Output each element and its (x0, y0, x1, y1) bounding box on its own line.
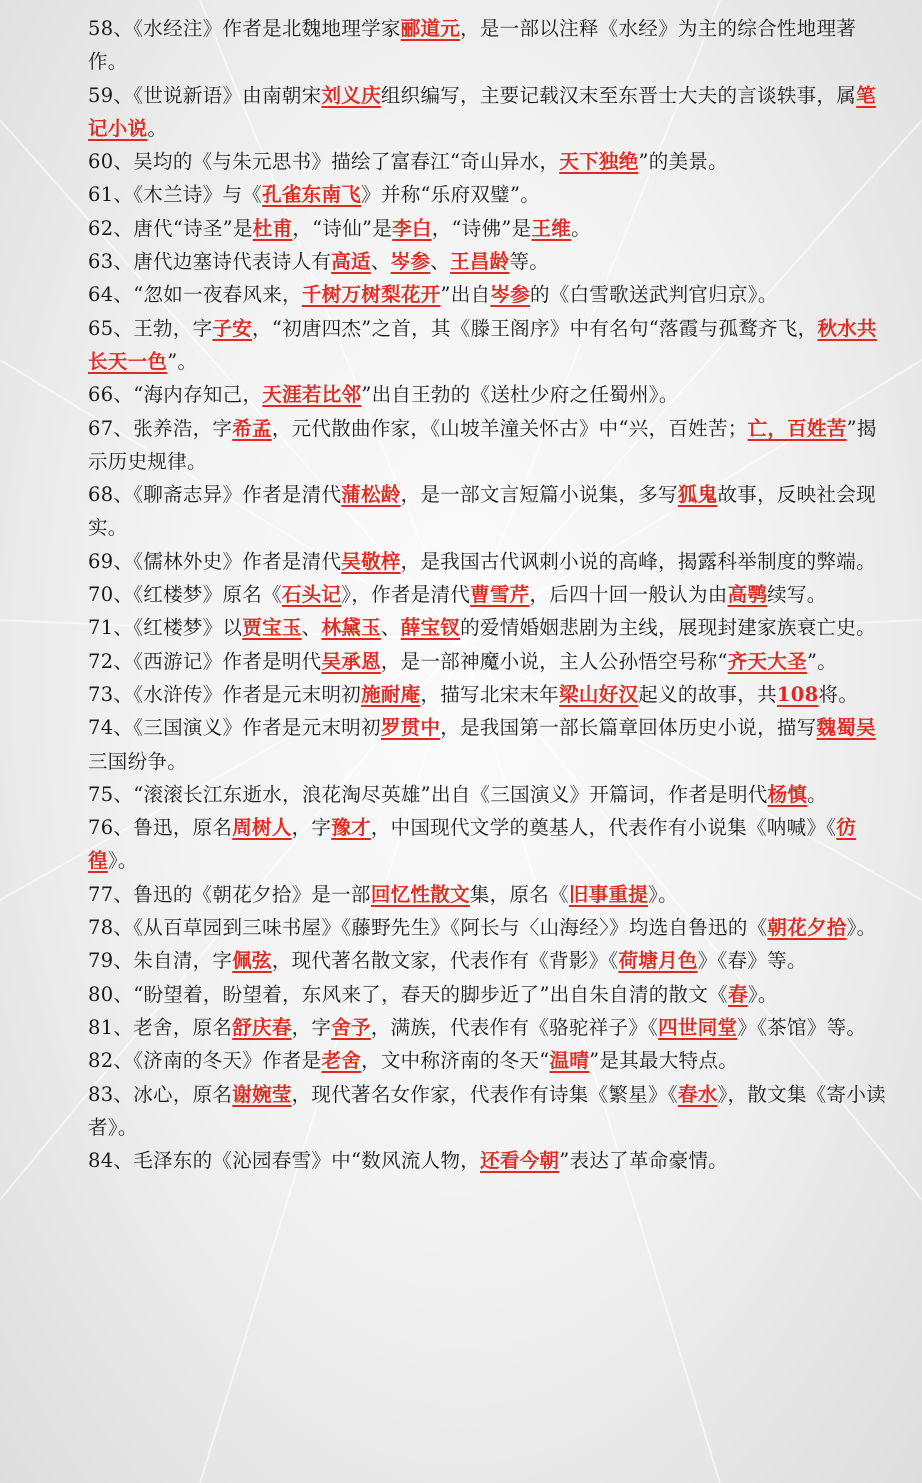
item-text: 64、“忽如一夜春风来， (88, 283, 302, 307)
item-text: 。 (571, 216, 591, 240)
highlighted-answer: 蒲松龄 (341, 483, 401, 507)
item-text: 。 (147, 116, 168, 140)
highlighted-answer: 朝花夕拾 (767, 916, 847, 940)
highlighted-answer: 岑参 (390, 250, 431, 274)
list-item (88, 1078, 886, 1145)
highlighted-answer: 梁山好汉 (559, 682, 639, 706)
list-item (88, 12, 886, 79)
list-item (88, 578, 886, 611)
list-item (88, 412, 886, 479)
list-item (88, 478, 886, 545)
list-item (88, 978, 886, 1011)
item-text: ，是一部文言短篇小说集，多写 (400, 483, 678, 507)
list-item (88, 278, 886, 311)
item-text: 75、“滚滚长江东逝水，浪花淘尽英雄”出自《三国演义》开篇词，作者是明代 (88, 782, 768, 806)
highlighted-answer: 林黛玉 (321, 616, 381, 640)
highlighted-answer: 子安 (212, 316, 253, 340)
item-text: 74、《三国演义》作者是元末明初 (88, 716, 381, 740)
item-text: 》。 (846, 916, 877, 940)
item-text: 。 (807, 782, 827, 806)
item-text: 》。 (107, 849, 138, 873)
highlighted-answer: 李白 (392, 216, 432, 240)
list-item (88, 545, 886, 578)
highlighted-answer: 豫才 (331, 816, 371, 840)
item-text: ，现代著名散文家，代表作有《背影》《 (271, 949, 619, 973)
item-text: ，中国现代文学的奠基人，代表作有小说集《呐喊》《 (370, 816, 837, 840)
item-text: 58、《水经注》作者是北魏地理学家 (88, 17, 401, 40)
item-text: ，后四十回一般认为由 (529, 583, 728, 607)
item-text: 、 (380, 616, 401, 640)
highlighted-answer: 温晴 (549, 1049, 590, 1073)
highlighted-answer: 回忆性散文 (370, 882, 470, 906)
list-item (88, 778, 886, 811)
highlighted-answer: 薛宝钗 (400, 616, 461, 640)
highlighted-answer: 郦道元 (400, 17, 461, 40)
item-text: ，是一部神魔小说，主人公孙悟空号称“ (380, 649, 728, 673)
item-text: 65、王勃，字 (88, 316, 213, 340)
highlighted-answer: 舍予 (331, 1015, 371, 1039)
highlighted-answer: 旧事重提 (568, 882, 649, 906)
list-item (88, 878, 886, 911)
item-text: 77、鲁迅的《朝花夕拾》是一部 (88, 882, 371, 906)
item-text: ”表达了革命豪情。 (559, 1149, 728, 1173)
item-text: 》。 (747, 982, 778, 1006)
highlighted-answer: 岑参 (490, 283, 530, 307)
list-item (88, 1044, 886, 1077)
item-text: 、 (430, 250, 451, 274)
item-text: 》并称“乐府双璧”。 (361, 183, 541, 207)
item-text: ，元代散曲作家，《山坡羊潼关怀古》中“兴，百姓苦； (271, 416, 748, 440)
item-text: 》。 (648, 882, 678, 906)
highlighted-answer: 荷塘月色 (618, 949, 698, 973)
item-text: 、 (370, 250, 391, 274)
item-text: 60、吴均的《与朱元思书》描绘了富春江“奇山异水， (88, 150, 560, 174)
item-text: 61、《木兰诗》与《 (88, 183, 263, 207)
item-text: 62、唐代“诗圣”是 (88, 216, 253, 240)
item-text: 70、《红楼梦》原名《 (88, 583, 282, 607)
highlighted-answer: 千树万树梨花开 (301, 283, 441, 307)
list-item (88, 944, 886, 977)
highlighted-answer: 春水 (677, 1082, 718, 1106)
item-text: 》《春》等。 (697, 949, 807, 973)
list-item (88, 178, 886, 211)
highlighted-answer: 周树人 (232, 816, 292, 840)
highlighted-answer: 施耐庵 (361, 682, 421, 706)
highlighted-answer: 四世同堂 (658, 1015, 738, 1039)
list-item (88, 212, 886, 245)
item-text: 68、《聊斋志异》作者是清代 (88, 483, 342, 507)
item-text: 的《白雪歌送武判官归京》。 (529, 283, 778, 307)
list-item (88, 1144, 886, 1177)
item-text: ，是我国第一部长篇章回体历史小说，描写 (440, 716, 817, 740)
item-text: 81、老舍，原名 (88, 1015, 233, 1039)
item-text: 73、《水浒传》作者是元末明初 (88, 682, 362, 706)
item-text: ”出自 (440, 283, 491, 307)
item-text: ，现代著名女作家，代表作有诗集《繁星》《 (291, 1082, 678, 1106)
highlighted-answer: 吴承恩 (321, 649, 381, 673)
highlighted-answer: 曹雪芹 (470, 583, 530, 607)
item-text: ”。 (167, 349, 198, 373)
list-item (88, 911, 886, 944)
item-text: ，字 (291, 816, 332, 840)
list-item (88, 645, 886, 678)
highlighted-answer: 老舍 (321, 1049, 362, 1073)
item-text: 76、鲁迅，原名 (88, 816, 233, 840)
item-text: ，是我国古代讽刺小说的高峰，揭露科举制度的弊端。 (400, 549, 876, 573)
item-text: 将。 (818, 682, 859, 706)
highlighted-answer: 贾宝玉 (242, 616, 302, 640)
list-item (88, 79, 886, 146)
item-text: 的爱情婚姻悲剧为主线，展现封建家族衰亡史。 (460, 616, 876, 640)
highlighted-answer: 狐鬼 (677, 483, 718, 507)
list-item (88, 711, 886, 778)
list-item (88, 145, 886, 178)
highlighted-answer: 杜甫 (252, 216, 293, 240)
highlighted-answer: 刘义庆 (321, 83, 381, 107)
list-item (88, 245, 886, 278)
highlighted-answer: 亡，百姓苦 (747, 416, 847, 440)
item-text: 78、《从百草园到三味书屋》《藤野先生》《阿长与〈山海经〉》均选自鲁迅的《 (88, 916, 768, 940)
item-text: 83、冰心，原名 (88, 1082, 233, 1106)
item-text: 续写。 (767, 583, 827, 607)
highlighted-answer: 108 (776, 682, 819, 706)
item-text: 79、朱自清，字 (88, 949, 233, 973)
item-text: 》《茶馆》等。 (737, 1015, 867, 1039)
highlighted-answer: 秋水共长天一色 (88, 316, 877, 373)
highlighted-answer: 齐天大圣 (727, 649, 807, 673)
item-text: 69、《儒林外史》作者是清代 (88, 549, 342, 573)
highlighted-answer: 谢婉莹 (232, 1082, 292, 1106)
highlighted-answer: 吴敬梓 (341, 549, 401, 573)
item-text: 》，作者是清代 (341, 583, 471, 607)
item-text: 起义的故事，共 (638, 682, 777, 706)
item-text: ，“诗佛”是 (431, 216, 532, 240)
item-text: ”。 (806, 649, 838, 673)
highlighted-answer: 杨慎 (767, 782, 808, 806)
highlighted-answer: 舒庆春 (232, 1015, 292, 1039)
highlighted-answer: 石头记 (281, 583, 342, 607)
item-text: ，描写北宋末年 (420, 682, 560, 706)
item-text: 66、“海内存知己， (88, 383, 263, 407)
item-text: 集，原名《 (469, 882, 569, 906)
item-text: ”是其最大特点。 (589, 1049, 739, 1073)
highlighted-answer: 魏蜀吴 (816, 716, 876, 740)
highlighted-answer: 王昌龄 (450, 250, 510, 274)
item-text: 63、唐代边塞诗代表诗人有 (88, 250, 332, 274)
highlighted-answer: 天下独绝 (559, 150, 639, 174)
highlighted-answer: 春 (727, 982, 748, 1006)
item-text: 71、《红楼梦》以 (88, 616, 243, 640)
list-item (88, 811, 886, 878)
item-text: 84、毛泽东的《沁园春雪》中“数风流人物， (88, 1149, 481, 1173)
item-text: 、 (301, 616, 322, 640)
highlighted-answer: 佩弦 (232, 949, 272, 973)
list-item (88, 678, 886, 711)
item-text: 》，散文集《寄小读者》。 (88, 1082, 886, 1139)
highlighted-answer: 王维 (531, 216, 572, 240)
item-text: 组织编写，主要记载汉末至东晋士大夫的言谈轶事，属 (380, 83, 857, 107)
item-text: ”出自王勃的《送杜少府之任蜀州》。 (361, 383, 679, 407)
item-text: ，文中称济南的冬天“ (361, 1049, 550, 1073)
highlighted-answer: 孔雀东南飞 (262, 183, 362, 207)
item-text: ，字 (291, 1015, 332, 1039)
highlighted-answer: 彷徨 (88, 816, 857, 873)
item-text: ，“初唐四杰”之首，其《滕王阁序》中有名句“落霞与孤鹜齐飞， (252, 316, 818, 340)
item-text: 故事，反映社会现实。 (88, 483, 876, 540)
highlighted-answer: 希孟 (232, 416, 272, 440)
item-text: 72、《西游记》作者是明代 (88, 649, 322, 673)
highlighted-answer: 还看今朝 (480, 1149, 560, 1173)
item-text: ，满族，代表作有《骆驼祥子》《 (370, 1015, 659, 1039)
highlighted-answer: 高适 (331, 250, 371, 274)
item-text: 82、《济南的冬天》作者是 (88, 1049, 322, 1073)
highlighted-answer: 高鹗 (727, 583, 768, 607)
item-text: 三国纷争。 (88, 749, 188, 773)
highlighted-answer: 天涯若比邻 (262, 383, 362, 407)
highlighted-answer: 罗贯中 (380, 716, 441, 740)
item-text: 59、《世说新语》由南朝宋 (88, 83, 322, 107)
item-text: ，是一部以注释《水经》为主的综合性地理著作。 (88, 17, 857, 74)
list-item (88, 378, 886, 411)
item-text: 等。 (509, 250, 550, 274)
list-item (88, 1011, 886, 1044)
item-text: ”揭示历史规律。 (88, 416, 877, 473)
highlighted-answer: 笔记小说 (88, 83, 876, 140)
item-text: ”的美景。 (638, 150, 728, 174)
item-text: ，“诗仙”是 (292, 216, 393, 240)
list-item (88, 611, 886, 644)
item-text: 80、“盼望着，盼望着，东风来了，春天的脚步近了”出自朱自清的散文《 (88, 982, 728, 1006)
list-item (88, 312, 886, 379)
item-text: 67、张养浩，字 (88, 416, 233, 440)
